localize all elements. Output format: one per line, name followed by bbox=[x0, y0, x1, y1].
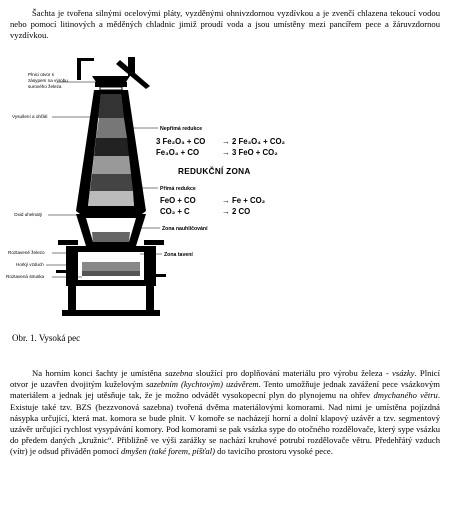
emphasis-run: sazebna bbox=[165, 368, 193, 378]
equation-1-left: 3 Fe₂O₃ + CO bbox=[156, 137, 206, 146]
text-run: . Tento umožňuje jednak zavážení pece vsázkovým materiálem a jednak jej utěsňuje tak, že je možno odvádět vysokopecní plyn do plynojemu na ohřev bbox=[10, 379, 440, 401]
equation-1-right: → 2 Fe₃O₄ + CO₂ bbox=[222, 137, 285, 146]
label-co: Oxid uhelnatý bbox=[14, 212, 43, 217]
label-charging-3: surového železa bbox=[28, 84, 62, 89]
header-direct-reduction: Přímá redukce bbox=[160, 186, 196, 192]
label-drying: Vysušení a ohřátí bbox=[12, 114, 48, 119]
intro-paragraph: Šachta je tvořena silnými ocelovými pláty, vyzděnými ohnivzdornou vyzdívkou a je zvenčí chlazena tekoucí vodou nebo pomocí litinových a měděných chladnic jimiž proudí voda a jsou umístěny mezi pancířem pece a žáruvzdornou vyzdívkou. bbox=[10, 8, 440, 41]
emphasis-run: dmychaného větru bbox=[373, 390, 438, 401]
text-run: sloužící pro doplňování materiálu pro výrobu železa - bbox=[192, 368, 393, 378]
equation-3-left: FeO + CO bbox=[160, 196, 196, 205]
equation-3-right: → Fe + CO₂ bbox=[222, 196, 266, 205]
emphasis-run: vsázky bbox=[392, 368, 415, 378]
equation-4-right: → 2 CO bbox=[222, 207, 251, 216]
emphasis-run: sazebním (kychtovým) uzávěrem bbox=[145, 379, 259, 390]
label-slag: Roztavená struska bbox=[6, 274, 45, 279]
melting-zone-label: Zona tavení bbox=[164, 252, 193, 258]
label-charging-1: Plnici otvor s bbox=[28, 72, 55, 77]
text-run: do tavicího prostoru vysoké pece. bbox=[214, 446, 333, 457]
text-run: . Existuje také tzv. BZS (bezzvonová sazebna) tvořená dvěma materiálovými komorami. Nad nimi je umístěna pojízdná násypka určující, která mat. komora se bude plnit. V komoře se nacházejí horní a dolní klapový uzávěr a tzv. segmentový uzávěr určující rychlost vysypávání komory. Pod komorami se pak vsázka sype do otočného rozdělovače, který sype vsázku do předem daných „kružnic“. Přibližně ve výši zarážky se nachází kruhové potrubí rozdělovače větru. Předehřátý vzduch (vítr) je odsud přiváděn pomocí bbox=[10, 390, 440, 457]
blast-furnace-figure bbox=[0, 56, 449, 326]
body-paragraph bbox=[10, 368, 440, 458]
label-hot-air: Horký vzduch bbox=[16, 262, 44, 267]
header-indirect-reduction: Nepřímá redukce bbox=[160, 126, 203, 132]
text-run: Na horním konci šachty je umístěna bbox=[32, 368, 166, 378]
equation-2-left: Fe₃O₄ + CO bbox=[156, 148, 200, 157]
charging-top bbox=[77, 57, 150, 90]
emphasis-run: dmyšen (také forem, píšťal) bbox=[120, 446, 215, 457]
equation-4-left: CO₂ + C bbox=[160, 207, 190, 216]
text-run: . Plnicí otvor je uzavřen dvojitým kuželovým bbox=[10, 368, 440, 390]
figure-caption: Obr. 1. Vysoká pec bbox=[12, 333, 81, 343]
reduction-zone-title: REDUKČNÍ ZONA bbox=[178, 167, 251, 176]
label-charging-2: zásypem na výrobu bbox=[28, 78, 68, 83]
label-molten-iron: Roztavené železo bbox=[8, 250, 45, 255]
equation-2-right: → 3 FeO + CO₂ bbox=[222, 148, 278, 157]
carburizing-zone-label: Zona nauhličování bbox=[162, 226, 208, 232]
furnace-body bbox=[56, 90, 166, 316]
